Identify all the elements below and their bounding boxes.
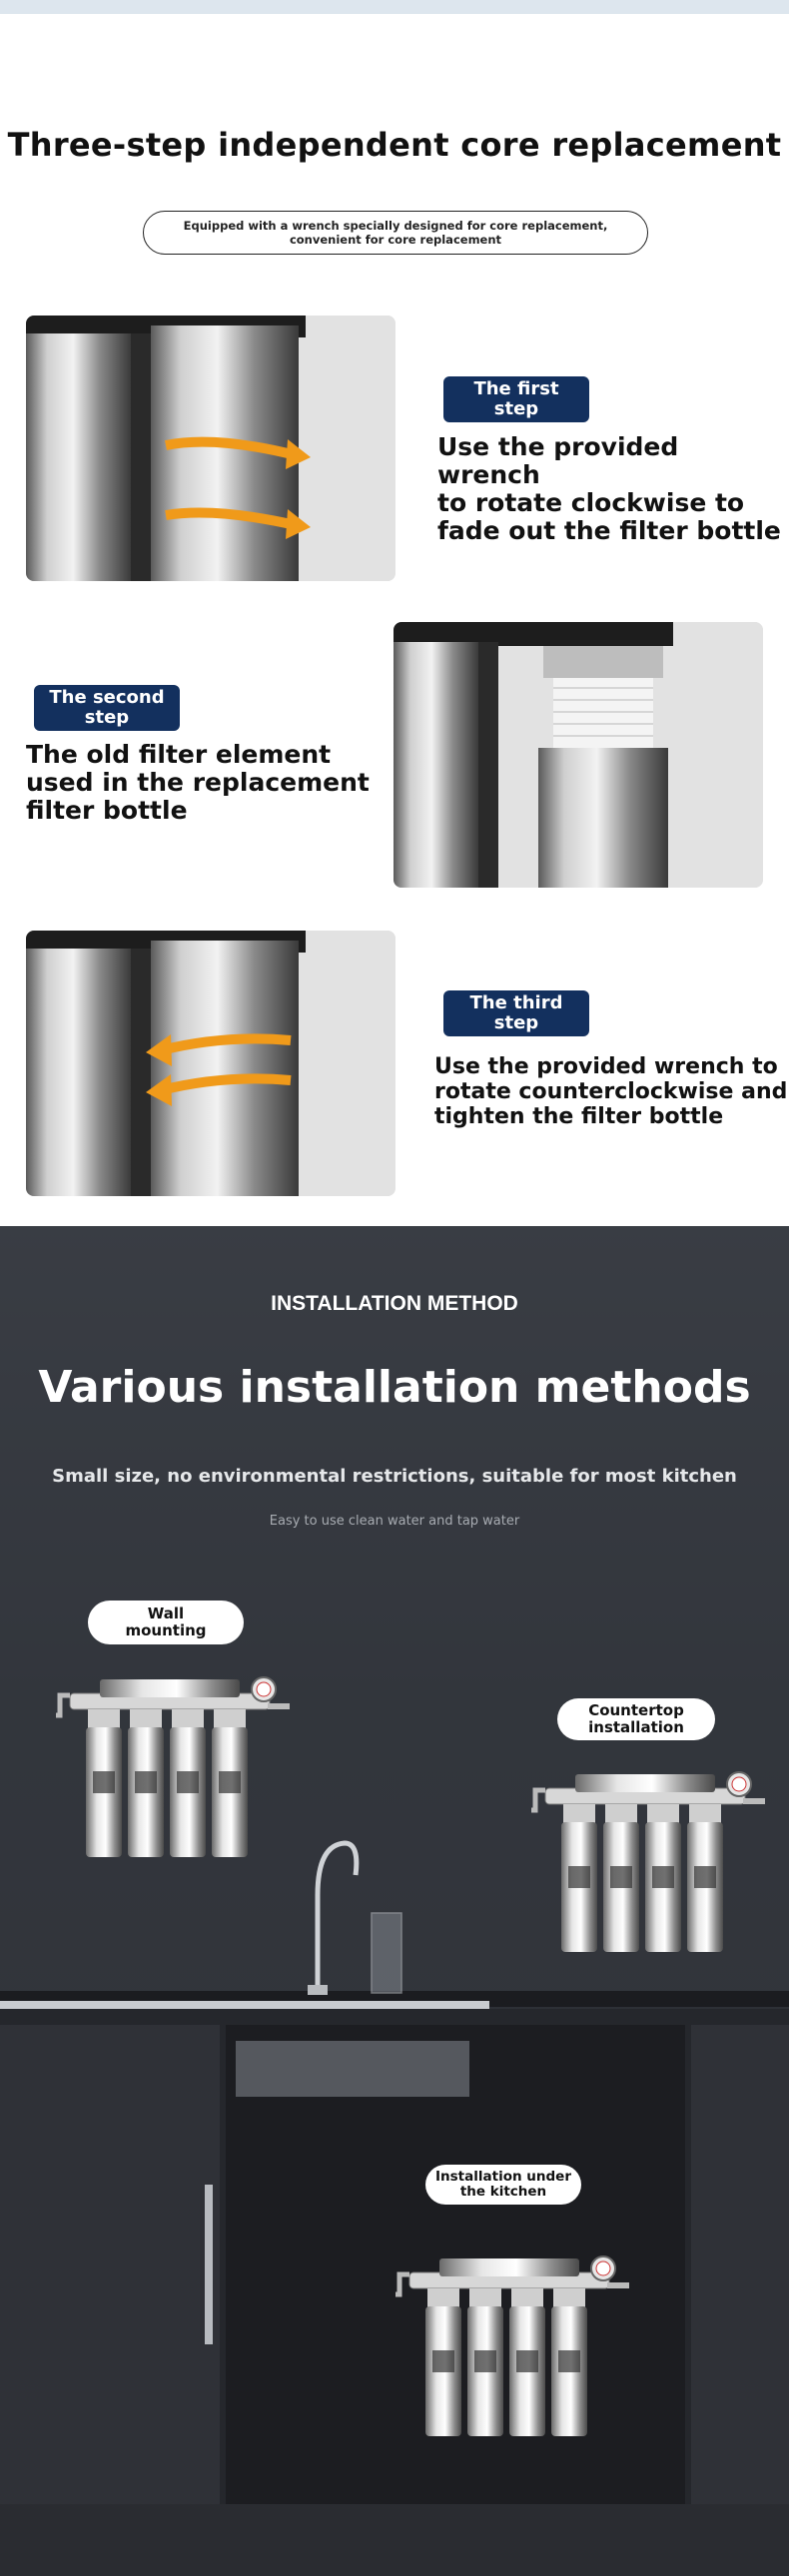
step3-photo (26, 931, 395, 1196)
countertop-line2: installation (588, 1718, 684, 1736)
step3-badge (443, 990, 589, 1036)
step2-photo (394, 622, 763, 888)
step1-text-line1: Use the provided wrench (437, 432, 679, 489)
under-kitchen-line1: Installation under (435, 2169, 571, 2185)
step2-text (26, 741, 370, 825)
step3-text-line2: rotate counterclockwise and (434, 1079, 788, 1104)
under-kitchen-installation-label (425, 2165, 581, 2205)
installation-subtitle: Small size, no environmental restrictions, suitable for most kitchen (52, 1466, 737, 1487)
step1-text-line3: fade out the filter bottle (437, 516, 781, 545)
subtitle-line-1: Equipped with a wrench specially designed for core replacement, (183, 219, 608, 233)
step3-text-line1: Use the provided wrench to (434, 1054, 778, 1079)
step1-text-line2: to rotate clockwise to (437, 488, 745, 517)
step2-text-line1: The old filter element (26, 740, 332, 769)
step3-text-line3: tighten the filter bottle (434, 1104, 724, 1129)
step3-badge-line1: The third (469, 992, 563, 1013)
step2-badge-line1: The second (49, 687, 165, 708)
step3-badge-line2: step (493, 1012, 539, 1033)
kitchen-scene (0, 1226, 789, 2576)
subtitle-pill (143, 211, 648, 255)
step2-badge-line2: step (84, 707, 130, 728)
step1-badge-line2: step (493, 398, 539, 419)
step1-badge-line1: The first (473, 378, 559, 399)
installation-title: Various installation methods (38, 1362, 751, 1413)
step3-text (434, 1054, 787, 1129)
countertop-line1: Countertop (588, 1701, 684, 1719)
step1-badge (443, 376, 589, 422)
installation-eyebrow: INSTALLATION METHOD (271, 1292, 518, 1315)
step2-text-line2: used in the replacement (26, 768, 370, 797)
wall-mounting-label (88, 1601, 244, 1644)
step1-photo (26, 316, 395, 581)
step2-text-line3: filter bottle (26, 796, 188, 825)
step2-badge (34, 685, 180, 731)
under-kitchen-line2: the kitchen (459, 2184, 547, 2200)
page-title: Three-step independent core replacement (7, 126, 782, 164)
installation-note: Easy to use clean water and tap water (269, 1514, 520, 1529)
installation-section (0, 1226, 789, 2576)
countertop-installation-label (557, 1698, 715, 1740)
subtitle-line-2: convenient for core replacement (289, 233, 502, 247)
top-bar (0, 0, 789, 14)
wall-mounting-line1: Wall (147, 1605, 185, 1622)
step1-text (437, 433, 789, 545)
wall-mounting-line2: mounting (125, 1621, 207, 1639)
